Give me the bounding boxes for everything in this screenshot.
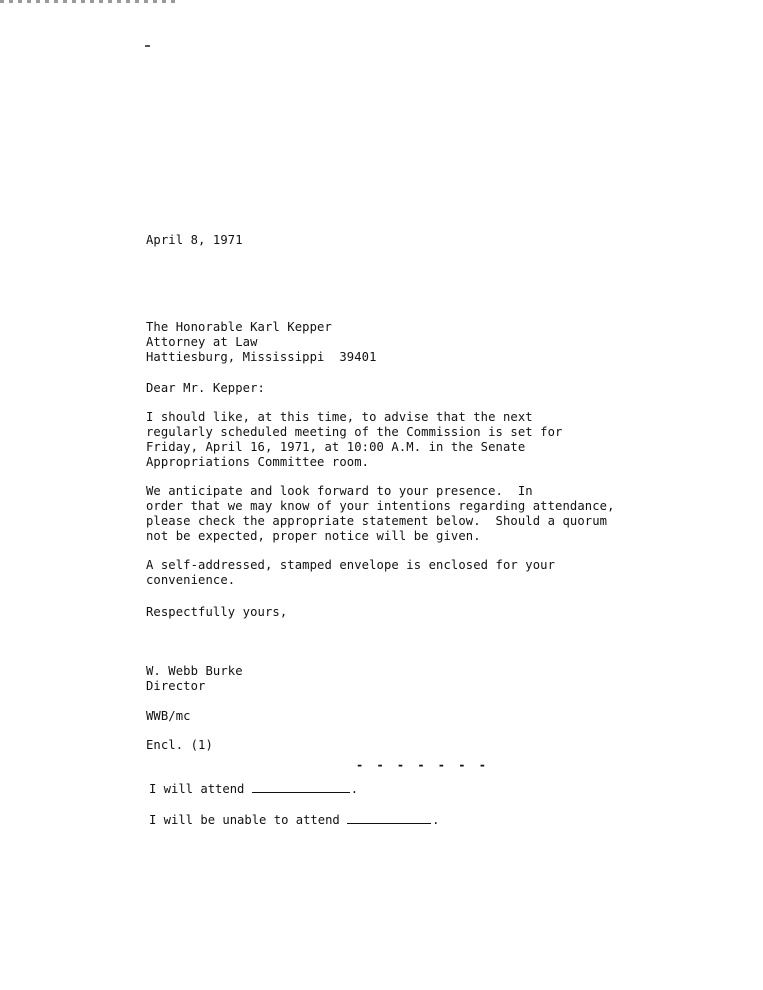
signature-name: W. Webb Burke xyxy=(146,664,243,678)
closing: Respectfully yours, xyxy=(146,605,288,619)
scan-edge-marks xyxy=(0,0,180,3)
scan-speck xyxy=(145,45,150,47)
paragraph-line: order that we may know of your intentions regarding attendance, xyxy=(146,499,615,513)
signature-title: Director xyxy=(146,679,206,693)
paragraph-meeting-notice xyxy=(146,410,646,470)
enclosure-note: Encl. (1) xyxy=(146,738,213,752)
paragraph-envelope xyxy=(146,558,646,588)
reply-unable-label: I will be unable to attend xyxy=(149,813,348,827)
paragraph-line: regularly scheduled meeting of the Commission is set for xyxy=(146,425,563,439)
reply-period: . xyxy=(432,813,440,827)
paragraph-attendance xyxy=(146,484,646,544)
reply-attend xyxy=(149,782,358,797)
recipient-title: Attorney at Law xyxy=(146,335,258,349)
paragraph-line: Friday, April 16, 1971, at 10:00 A.M. in the Senate xyxy=(146,440,526,454)
paragraph-line: not be expected, proper notice will be given. xyxy=(146,529,481,543)
paragraph-line: A self-addressed, stamped envelope is enclosed for your xyxy=(146,558,556,572)
salutation: Dear Mr. Kepper: xyxy=(146,381,265,395)
recipient-name: The Honorable Karl Kepper xyxy=(146,320,332,334)
paragraph-line: I should like, at this time, to advise that the next xyxy=(146,410,533,424)
reply-period: . xyxy=(350,782,359,796)
reply-attend-label: I will attend xyxy=(149,782,252,796)
typist-initials: WWB/mc xyxy=(146,709,191,723)
paragraph-line: Appropriations Committee room. xyxy=(146,455,370,469)
reply-unable xyxy=(149,813,439,828)
paragraph-line: We anticipate and look forward to your presence. In xyxy=(146,484,533,498)
cut-line: - - - - - - - xyxy=(356,758,489,772)
paragraph-line: please check the appropriate statement below. Should a quorum xyxy=(146,514,608,528)
unable-checkbox-line[interactable] xyxy=(347,813,431,824)
paragraph-line: convenience. xyxy=(146,573,236,587)
letter-date: April 8, 1971 xyxy=(146,233,243,247)
recipient-city: Hattiesburg, Mississippi 39401 xyxy=(146,350,377,364)
attend-checkbox-line[interactable] xyxy=(252,782,350,793)
